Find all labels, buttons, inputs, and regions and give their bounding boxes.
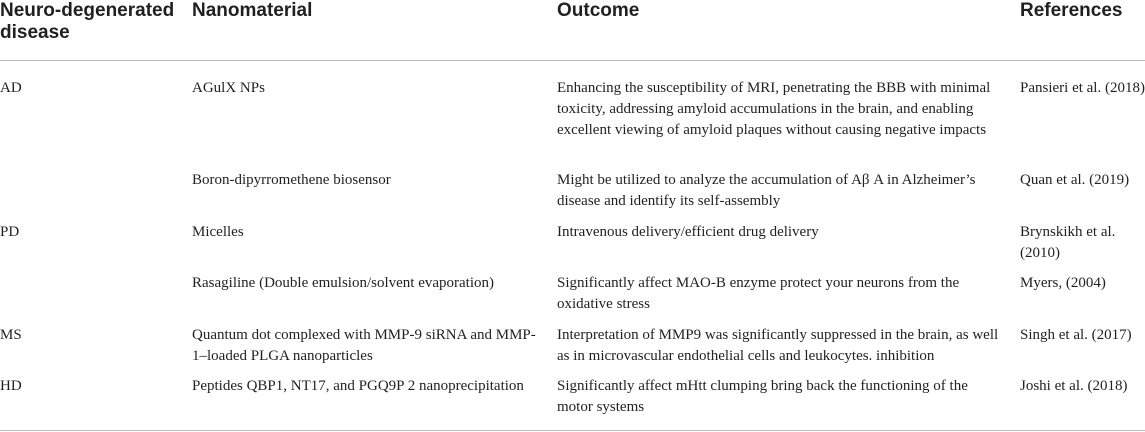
cell-reference: Singh et al. (2017) bbox=[1020, 327, 1132, 343]
cell-nanomaterial: Quantum dot complexed with MMP-9 siRNA and MMP-1–loaded PLGA nanoparticles bbox=[192, 327, 536, 364]
header-outcome: Outcome bbox=[557, 0, 640, 21]
cell-reference: Joshi et al. (2018) bbox=[1020, 378, 1128, 394]
header-references: References bbox=[1020, 0, 1123, 21]
cell-disease: AD bbox=[0, 80, 22, 96]
cell-outcome: Significantly affect MAO-B enzyme protect your neurons from the oxidative stress bbox=[557, 275, 960, 312]
table-bottom-rule bbox=[0, 430, 1145, 431]
cell-nanomaterial: Rasagiline (Double emulsion/solvent evaporation) bbox=[192, 275, 495, 291]
cell-disease: PD bbox=[0, 224, 20, 240]
cell-outcome: Interpretation of MMP9 was significantly suppressed in the brain, as well as in microvascular endothelial cells and leukocytes. inhibition bbox=[557, 327, 999, 364]
header-divider bbox=[0, 60, 1145, 61]
cell-outcome: Intravenous delivery/efficient drug delivery bbox=[557, 224, 819, 240]
cell-nanomaterial: AGulX NPs bbox=[192, 80, 265, 96]
cell-nanomaterial: Boron-dipyrromethene biosensor bbox=[192, 172, 391, 188]
cell-outcome: Significantly affect mHtt clumping bring back the functioning of the motor systems bbox=[557, 378, 968, 415]
cell-disease: HD bbox=[0, 378, 22, 394]
cell-reference: Brynskikh et al. (2010) bbox=[1020, 224, 1116, 261]
cell-nanomaterial: Peptides QBP1, NT17, and PGQ9P 2 nanoprecipitation bbox=[192, 378, 524, 394]
cell-reference: Quan et al. (2019) bbox=[1020, 172, 1130, 188]
cell-disease: MS bbox=[0, 327, 22, 343]
table-header bbox=[0, 0, 1145, 60]
header-disease: Neuro-degenerated disease bbox=[0, 0, 175, 43]
cell-outcome: Might be utilized to analyze the accumulation of Aβ A in Alzheimer’s disease and identify its self-assembly bbox=[557, 172, 976, 209]
cell-reference: Myers, (2004) bbox=[1020, 275, 1106, 291]
cell-outcome: Enhancing the susceptibility of MRI, penetrating the BBB with minimal toxicity, addressing amyloid accumulations in the brain, and enabling excellent viewing of amyloid plaques without causing negative impacts bbox=[557, 80, 991, 138]
header-nanomaterial: Nanomaterial bbox=[192, 0, 313, 21]
cell-reference: Pansieri et al. (2018) bbox=[1020, 80, 1145, 96]
cell-nanomaterial: Micelles bbox=[192, 224, 244, 240]
